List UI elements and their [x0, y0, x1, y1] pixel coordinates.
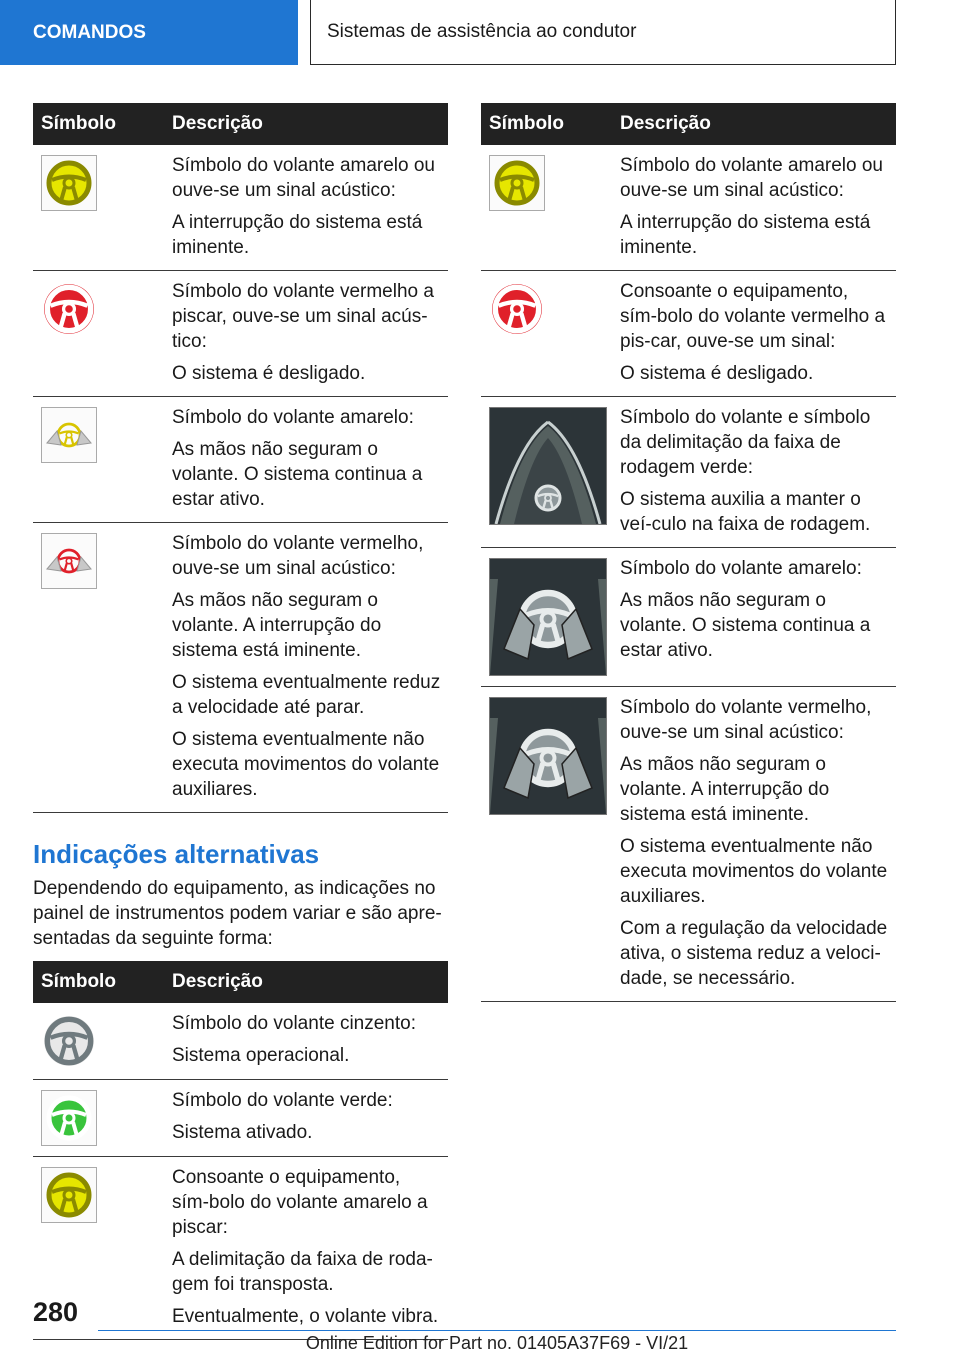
- description-text: O sistema eventualmente não executa movimentos do volante auxiliares.: [172, 729, 440, 800]
- symbol-table-left: [33, 103, 448, 813]
- description-text: Com a regulação da velocidade ativa, o sistema reduz a veloci-dade, se necessário.: [620, 918, 888, 989]
- symbol-table-alternative: [33, 961, 448, 1340]
- section-heading: Indicações alternativas: [33, 839, 320, 869]
- description-text: Símbolo do volante verde:: [172, 1090, 393, 1111]
- footer-divider: [98, 1330, 896, 1331]
- description-text: O sistema é desligado.: [172, 363, 366, 384]
- description-text: Símbolo do volante amarelo:: [620, 558, 862, 579]
- steering-wheel-yellow-icon: [41, 155, 97, 211]
- table-row: [33, 145, 448, 271]
- description-text: O sistema é desligado.: [620, 363, 814, 384]
- symbol-table-right: [481, 103, 896, 1002]
- header-symbol: Símbolo: [33, 103, 172, 145]
- section-intro: Dependendo do equipamento, as indicações no painel de instrumentos podem variar e são apre-sentadas da seguinte forma:: [33, 878, 442, 949]
- description-text: Símbolo do volante amarelo ou ouve-se um sinal acústico:: [620, 155, 883, 201]
- description-text: Sistema operacional.: [172, 1045, 350, 1066]
- header-description: Descrição: [620, 103, 896, 145]
- description-text: A delimitação da faixa de roda-gem foi transposta.: [172, 1249, 433, 1295]
- description-text: Consoante o equipamento, sím-bolo do volante vermelho a pis-car, ouve-se um sinal:: [620, 281, 886, 352]
- left-column: [33, 103, 448, 1340]
- description-text: A interrupção do sistema está iminente.: [620, 212, 871, 258]
- description-text: As mãos não seguram o volante. A interrupção do sistema está iminente.: [172, 590, 382, 661]
- page-number: 280: [33, 1297, 79, 1327]
- right-column: [481, 103, 896, 1002]
- section-tab: COMANDOS: [0, 0, 298, 65]
- description-text: Símbolo do volante e símbolo da delimitação da faixa de rodagem verde:: [620, 407, 871, 478]
- lane-display-wheel-icon: [489, 407, 607, 525]
- hands-off-display-icon: [489, 697, 607, 815]
- table-row: [481, 397, 896, 548]
- description-text: Símbolo do volante amarelo:: [172, 407, 414, 428]
- header-description: Descrição: [172, 961, 448, 1003]
- table-row: [481, 548, 896, 687]
- header-description: Descrição: [172, 103, 448, 145]
- description-text: Símbolo do volante amarelo ou ouve-se um sinal acústico:: [172, 155, 435, 201]
- steering-wheel-hands-red-icon: [41, 533, 97, 589]
- description-text: Símbolo do volante vermelho a piscar, ouve-se um sinal acús-tico:: [172, 281, 434, 352]
- chapter-title: Sistemas de assistência ao condutor: [310, 0, 896, 65]
- steering-wheel-yellow-icon: [41, 1167, 97, 1223]
- description-text: A interrupção do sistema está iminente.: [172, 212, 423, 258]
- hands-off-display-icon: [489, 558, 607, 676]
- table-row: [33, 271, 448, 397]
- steering-wheel-yellow-icon: [489, 155, 545, 211]
- steering-wheel-green-icon: [41, 1090, 97, 1146]
- description-text: O sistema auxilia a manter o veí-culo na faixa de rodagem.: [620, 489, 871, 535]
- description-text: Símbolo do volante cinzento:: [172, 1013, 416, 1034]
- table-row: [33, 1003, 448, 1080]
- table-row: [481, 687, 896, 1002]
- header-symbol: Símbolo: [33, 961, 172, 1003]
- steering-wheel-grey-icon: [41, 1013, 97, 1069]
- description-text: Eventualmente, o volante vibra.: [172, 1306, 439, 1327]
- description-text: Sistema ativado.: [172, 1122, 313, 1143]
- table-row: [33, 523, 448, 813]
- description-text: As mãos não seguram o volante. A interrupção do sistema está iminente.: [620, 754, 830, 825]
- description-text: O sistema eventualmente reduz a velocidade até parar.: [172, 672, 441, 718]
- description-text: As mãos não seguram o volante. O sistema continua a estar ativo.: [620, 590, 871, 661]
- table-row: [33, 397, 448, 523]
- steering-wheel-red-icon: [41, 281, 97, 337]
- table-row: [481, 271, 896, 397]
- header-symbol: Símbolo: [481, 103, 620, 145]
- table-row: [481, 145, 896, 271]
- description-text: O sistema eventualmente não executa movimentos do volante auxiliares.: [620, 836, 888, 907]
- description-text: Símbolo do volante vermelho, ouve-se um sinal acústico:: [172, 533, 424, 579]
- table-row: [33, 1157, 448, 1340]
- table-row: [33, 1080, 448, 1157]
- description-text: Símbolo do volante vermelho, ouve-se um sinal acústico:: [620, 697, 872, 743]
- edition-text: Online Edition for Part no. 01405A37F69 - VI/21: [305, 1333, 689, 1353]
- description-text: Consoante o equipamento, sím-bolo do volante amarelo a piscar:: [172, 1167, 428, 1238]
- steering-wheel-hands-yellow-icon: [41, 407, 97, 463]
- description-text: As mãos não seguram o volante. O sistema continua a estar ativo.: [172, 439, 423, 510]
- steering-wheel-red-icon: [489, 281, 545, 337]
